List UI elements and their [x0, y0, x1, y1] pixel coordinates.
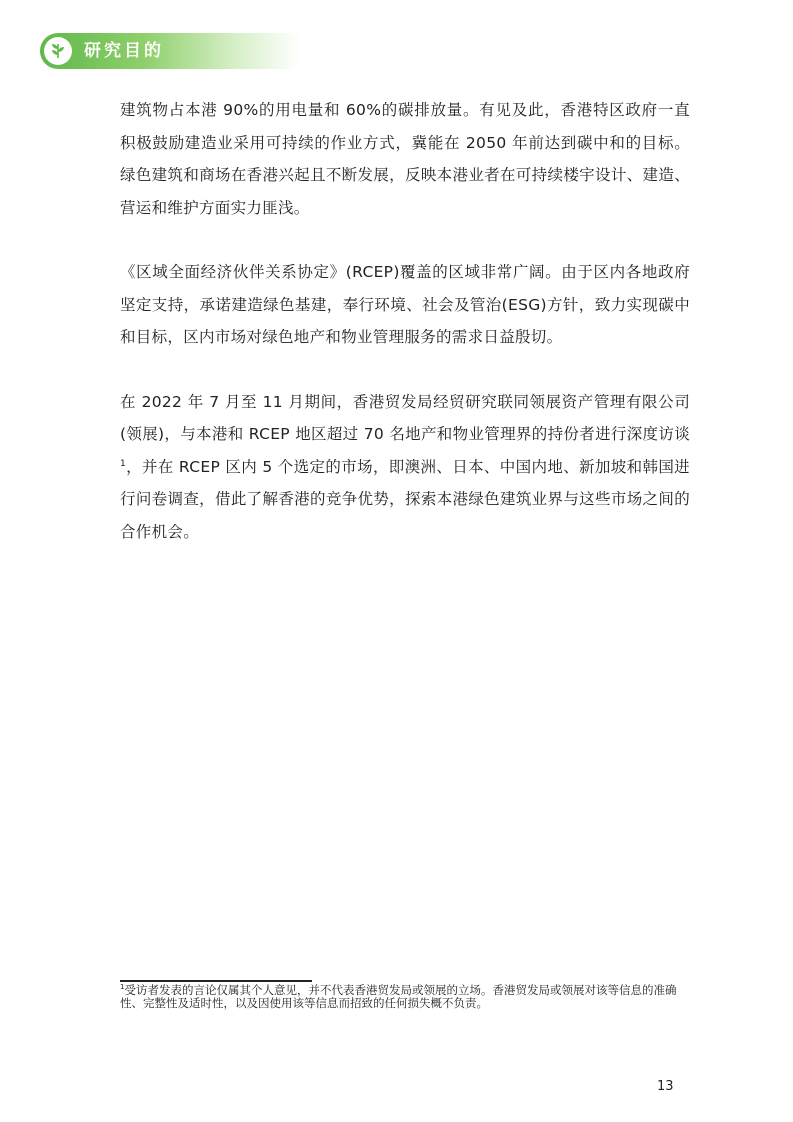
leaf-icon	[44, 37, 72, 65]
footnote-marker: 1	[120, 983, 125, 992]
section-header-banner	[40, 33, 300, 69]
footnote-reference[interactable]: 1	[120, 458, 127, 469]
paragraph-2: 《区域全面经济伙伴关系协定》(RCEP)覆盖的区域非常广阔。由于区内各地政府坚定支持，承诺建造绿色基建，奉行环境、社会及管治(ESG)方针，致力实现碳中和目标，区内市场对绿色地产和物业管理服务的需求日益殷切。	[120, 263, 690, 346]
footnote	[120, 984, 680, 1010]
main-body-text	[120, 94, 690, 580]
paragraph-3	[120, 386, 690, 549]
section-title: 研究目的	[84, 41, 164, 61]
page-number: 13	[657, 1079, 674, 1094]
footnote-divider	[120, 980, 312, 982]
paragraph-3-part-2: ，并在 RCEP 区内 5 个选定的市场，即澳洲、日本、中国内地、新加坡和韩国进行问卷调查，借此了解香港的竞争优势，探索本港绿色建筑业界与这些市场之间的合作机会。	[120, 457, 690, 541]
paragraph-1: 建筑物占本港 90%的用电量和 60%的碳排放量。有见及此，香港特区政府一直积极鼓励建造业采用可持续的作业方式，冀能在 2050 年前达到碳中和的目标。绿色建筑和商场在香港兴起且不断发展，反映本港业者在可持续楼宇设计、建造、营运和维护方面实力匪浅。	[120, 101, 690, 217]
paragraph-3-part-1: 在 2022 年 7 月至 11 月期间，香港贸发局经贸研究联同领展资产管理有限公司(领展)，与本港和 RCEP 地区超过 70 名地产和物业管理界的持份者进行深度访谈	[120, 392, 690, 443]
footnote-text: 受访者发表的言论仅属其个人意见，并不代表香港贸发局或领展的立场。香港贸发局或领展对该等信息的准确性、完整性及适时性，以及因使用该等信息而招致的任何损失概不负责。	[120, 983, 677, 1010]
